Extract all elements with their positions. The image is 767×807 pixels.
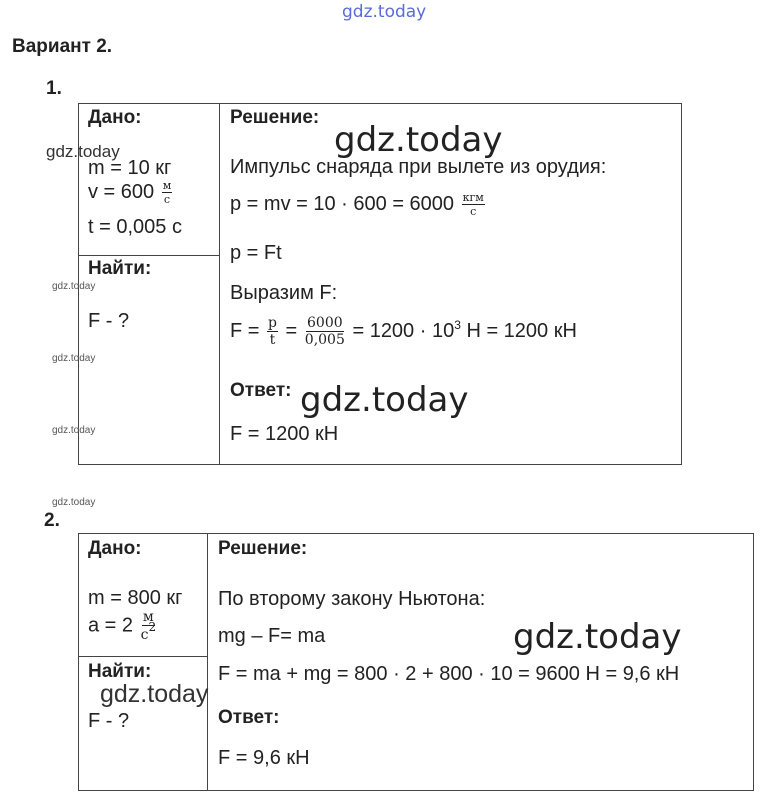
- watermark: gdz.today: [52, 425, 96, 436]
- problem-2-eq1: mg – F= ma: [218, 625, 326, 647]
- problem-2-solution-heading: Решение:: [218, 538, 308, 559]
- problem-1-pft: p = Ft: [230, 242, 282, 264]
- problem-1-given-heading: Дано:: [88, 107, 142, 128]
- problem-2-divider: [207, 533, 208, 790]
- problem-2-number: 2.: [44, 510, 60, 531]
- problem-1-intro: Импульс снаряда при вылете из орудия:: [230, 156, 607, 178]
- watermark: gdz.today: [300, 380, 469, 420]
- problem-2-eq2: F = ma + mg = 800 · 2 + 800 · 10 = 9600 Н = 9,6 кН: [218, 663, 680, 685]
- watermark: gdz.today: [46, 142, 120, 161]
- problem-1-given-time: t = 0,005 с: [88, 216, 182, 238]
- problem-1-answer: F = 1200 кН: [230, 423, 339, 445]
- momentum-unit: $\frac{\text{кгм}}{с}$: [462, 191, 484, 218]
- problem-2-given-divider: [78, 656, 207, 657]
- problem-2-find: F - ?: [88, 710, 130, 732]
- problem-1-answer-heading: Ответ:: [230, 380, 292, 401]
- problem-1-given-velocity: v = 600 $\frac{м}{с}$: [88, 179, 172, 206]
- acceleration-unit: $\frac{м}{с^2}$: [140, 609, 157, 643]
- problem-1-force-eq: F = $\frac{p}{t}$ = $\frac{6000}{0,005}$ = $1200 \cdot 10^3$ Н = 1200 кН: [230, 315, 577, 348]
- problem-1-find-heading: Найти:: [88, 258, 152, 279]
- problem-1-express: Выразим F:: [230, 282, 338, 304]
- fraction-6000-over-0005: $\frac{6000}{0,005}$: [304, 315, 345, 348]
- problem-2-table: [78, 533, 754, 791]
- problem-2-given-mass: m = 800 кг: [88, 587, 183, 609]
- fraction-p-over-t: $\frac{p}{t}$: [268, 315, 277, 348]
- problem-2-given-heading: Дано:: [88, 538, 142, 559]
- problem-2-answer-heading: Ответ:: [218, 707, 280, 728]
- watermark: gdz.today: [100, 680, 209, 708]
- velocity-unit: $\frac{м}{с}$: [162, 179, 172, 206]
- problem-2-answer: F = 9,6 кН: [218, 747, 310, 769]
- watermark: gdz.today: [52, 353, 96, 364]
- problem-2-intro: По второму закону Ньютона:: [218, 588, 486, 610]
- problem-1-given-mass: m = 10 кг: [88, 157, 172, 179]
- problem-1-solution-heading: Решение:: [230, 107, 320, 128]
- problem-1-find: F - ?: [88, 310, 130, 332]
- watermark: gdz.today: [334, 120, 503, 160]
- problem-1-divider: [219, 103, 220, 464]
- watermark: gdz.today: [52, 281, 96, 292]
- watermark: gdz.today: [513, 617, 682, 657]
- variant-title: Вариант 2.: [12, 36, 113, 57]
- problem-1-given-divider: [78, 255, 219, 256]
- problem-2-given-acceleration: a = 2 $\frac{м}{с^2}$: [88, 609, 157, 643]
- problem-1-momentum-eq: p = mv = 10 · 600 = 6000 $\frac{\text{кгм}}{с}$: [230, 191, 484, 218]
- problem-1-number: 1.: [46, 78, 62, 99]
- watermark: gdz.today: [52, 497, 96, 508]
- problem-2-find-heading: Найти:: [88, 661, 152, 682]
- watermark-top: gdz.today: [342, 2, 427, 22]
